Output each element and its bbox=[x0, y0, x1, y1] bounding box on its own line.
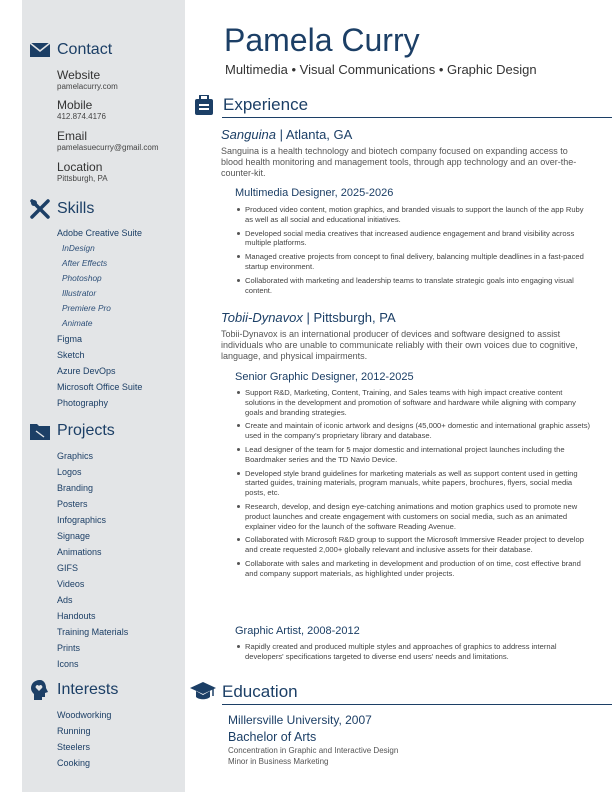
company-name: Tobii-Dynavox bbox=[221, 310, 303, 325]
project-item: Signage bbox=[57, 531, 91, 541]
job-role bbox=[235, 625, 360, 637]
contact-value[interactable]: pamelasuecurry@gmail.com bbox=[57, 143, 159, 152]
contact-value[interactable]: pamelacurry.com bbox=[57, 82, 118, 91]
projects-heading bbox=[30, 421, 115, 441]
skill-item: Microsoft Office Suite bbox=[57, 382, 143, 392]
bullet-item: Support R&D, Marketing, Content, Training, and Sales teams with high impact creative content solutions in the development and promotion of software and hardware while aligning with company goals and branding strategies. bbox=[245, 388, 593, 417]
head-heart-icon bbox=[30, 680, 50, 700]
role-bullets bbox=[235, 388, 593, 583]
contact-email bbox=[57, 130, 159, 153]
education-title: Education bbox=[222, 682, 298, 701]
education-degree: Bachelor of Arts bbox=[228, 730, 317, 744]
job-role bbox=[235, 371, 414, 383]
project-item: Training Materials bbox=[57, 627, 129, 637]
company-description: Tobii-Dynavox is an international producer of devices and software designed to assist individuals who are unable to communicate reliably with their own voices due to cognitive, language, and physical impairments. bbox=[221, 329, 578, 361]
contact-website bbox=[57, 69, 118, 92]
bullet-item: Rapidly created and produced multiple styles and approaches of graphics to address internal developers' specifications targeted to diverse end users' needs and limitations. bbox=[245, 642, 593, 662]
bullet-item: Create and maintain of iconic artwork and designs (45,000+ domestic and international graphic assets) used in the company's proprietary library and database. bbox=[245, 421, 593, 441]
skill-subitem: Illustrator bbox=[62, 288, 97, 298]
projects-list bbox=[57, 448, 128, 672]
interest-item: Cooking bbox=[57, 758, 91, 768]
project-item: Logos bbox=[57, 467, 82, 477]
project-item: GIFS bbox=[57, 563, 79, 573]
bullet-item: Developed social media creatives that increased audience engagement and brand visibility across multiple platforms. bbox=[245, 229, 593, 249]
role-dates: 2025-2026 bbox=[337, 187, 394, 199]
bullet-item: Managed creative projects from concept to final delivery, balancing multiple deadlines in a fast-paced startup environment. bbox=[245, 252, 593, 272]
skill-item: Figma bbox=[57, 334, 83, 344]
bullet-item: Research, develop, and design eye-catching animations and motion graphics used to promote new product launches and create engagement with customers on social media, such as an animated explainer video for the launch of the software Reading Avenue. bbox=[245, 502, 593, 531]
experience-heading bbox=[195, 95, 308, 115]
interest-item: Woodworking bbox=[57, 710, 112, 720]
job-company bbox=[221, 127, 352, 142]
contact-label: Email bbox=[57, 129, 88, 143]
contact-label: Website bbox=[57, 68, 101, 82]
project-item: Infographics bbox=[57, 515, 107, 525]
experience-title: Experience bbox=[223, 95, 309, 114]
experience-divider bbox=[222, 117, 612, 118]
contact-value[interactable]: 412.874.4176 bbox=[57, 112, 106, 121]
education-school: Millersville University, 2007 bbox=[228, 713, 372, 727]
folder-icon bbox=[30, 421, 50, 441]
bullet-item: Collaborate with sales and marketing in development and production of on time, cost effective brand and company support materials, as highlighted under projects. bbox=[245, 559, 593, 579]
tools-icon bbox=[30, 199, 50, 219]
skills-list bbox=[57, 226, 142, 411]
education-divider bbox=[222, 704, 612, 705]
interests-heading bbox=[30, 680, 118, 700]
interest-item: Running bbox=[57, 726, 91, 736]
skill-subitem: InDesign bbox=[62, 243, 95, 253]
projects-title: Projects bbox=[57, 422, 115, 439]
skill-subitem: Premiere Pro bbox=[62, 303, 111, 313]
project-item: Icons bbox=[57, 659, 79, 669]
contact-value: Pittsburgh, PA bbox=[57, 174, 108, 183]
contact-title: Contact bbox=[57, 41, 113, 58]
envelope-icon bbox=[30, 40, 50, 60]
skill-subitem: Animate bbox=[62, 318, 93, 328]
bullet-item: Collaborated with Microsoft R&D group to support the Microsoft Immersive Reader project to develop and create requested 2,000+ globally relevant and inclusive assets for their database. bbox=[245, 535, 593, 555]
company-location: | Atlanta, GA bbox=[275, 127, 353, 142]
project-item: Ads bbox=[57, 595, 73, 605]
education-concentration: Concentration in Graphic and Interactive Design bbox=[228, 746, 399, 755]
tagline: Multimedia • Visual Communications • Graphic Design bbox=[225, 62, 537, 77]
role-title: Graphic Artist, bbox=[235, 625, 305, 637]
project-item: Graphics bbox=[57, 451, 94, 461]
company-name: Sanguina bbox=[221, 127, 276, 142]
bullet-item: Developed style brand guidelines for marketing materials as well as support content used in getting started guides, training materials, program manuals, white papers, brochures, flyers, social media posts, etc. bbox=[245, 469, 593, 498]
skill-subitem: After Effects bbox=[62, 258, 108, 268]
bullet-item: Collaborated with marketing and leadership teams to translate strategic goals into engaging visual content. bbox=[245, 276, 593, 296]
job-role bbox=[235, 187, 393, 199]
company-location: | Pittsburgh, PA bbox=[302, 310, 396, 325]
project-item: Prints bbox=[57, 643, 81, 653]
role-bullets bbox=[235, 642, 593, 666]
company-description: Sanguina is a health technology and biotech company focused on expanding access to blood health monitoring and management tools, through app technology and an over-the-counter-kit. bbox=[221, 146, 577, 178]
graduation-cap-icon bbox=[190, 682, 218, 702]
project-item: Branding bbox=[57, 483, 94, 493]
education-heading bbox=[190, 682, 298, 702]
contact-label: Mobile bbox=[57, 98, 93, 112]
skill-subitem: Photoshop bbox=[62, 273, 102, 283]
contact-location bbox=[57, 161, 108, 184]
skill-item: Adobe Creative Suite bbox=[57, 228, 143, 238]
bullet-item: Lead designer of the team for 5 major domestic and international project launches including the Boardmaker series and the TD Navio Device. bbox=[245, 445, 593, 465]
role-bullets bbox=[235, 205, 593, 299]
role-title: Multimedia Designer, bbox=[235, 187, 338, 199]
contact-heading bbox=[30, 40, 112, 60]
project-item: Videos bbox=[57, 579, 85, 589]
interest-item: Steelers bbox=[57, 742, 91, 752]
briefcase-icon bbox=[195, 95, 217, 115]
education-minor: Minor in Business Marketing bbox=[228, 757, 329, 766]
project-item: Posters bbox=[57, 499, 88, 509]
skill-item: Photography bbox=[57, 398, 109, 408]
bullet-item: Produced video content, motion graphics, and branded visuals to support the launch of the app Ruby as well as all social and educational initiatives. bbox=[245, 205, 593, 225]
project-item: Handouts bbox=[57, 611, 96, 621]
skills-title: Skills bbox=[57, 200, 95, 217]
interests-title: Interests bbox=[57, 681, 119, 698]
skill-item: Azure DevOps bbox=[57, 366, 116, 376]
contact-mobile bbox=[57, 99, 106, 122]
job-company bbox=[221, 310, 396, 325]
skill-item: Sketch bbox=[57, 350, 85, 360]
interests-list bbox=[57, 707, 111, 771]
role-dates: 2008-2012 bbox=[304, 625, 360, 637]
role-title: Senior Graphic Designer, bbox=[235, 371, 358, 383]
candidate-name: Pamela Curry bbox=[224, 22, 420, 58]
role-dates: 2012-2025 bbox=[357, 371, 414, 383]
skills-heading bbox=[30, 199, 94, 219]
contact-label: Location bbox=[57, 160, 103, 174]
project-item: Animations bbox=[57, 547, 102, 557]
